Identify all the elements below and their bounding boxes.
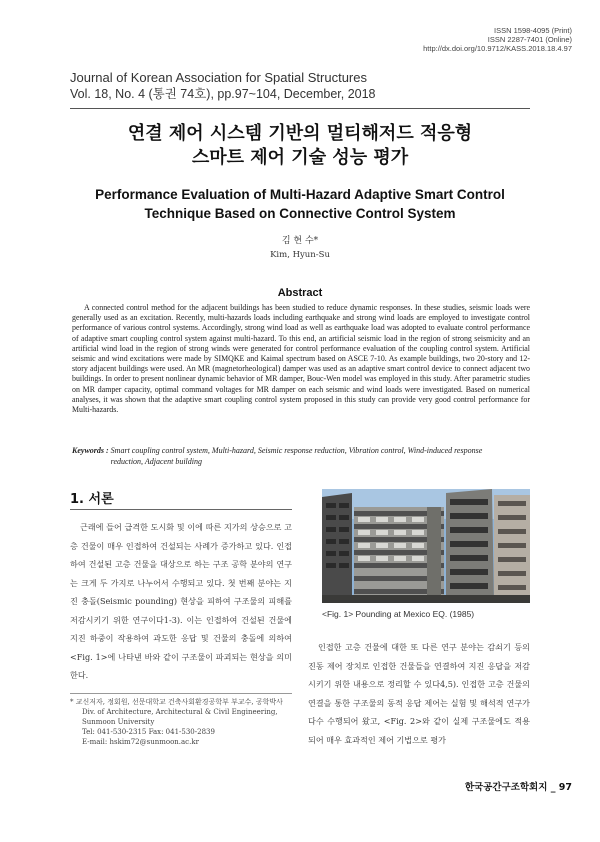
- footnote: [70, 697, 292, 747]
- abstract-text: A connected control method for the adjacent buildings has been studied to reduce dynamic responses. In these studies, seismic loads were generally used as an excitation. Recently, multi-hazards loads including earthquake and strong wind loads are employed to investigate control performance of various control systems. Accordingly, strong wind load as well as earthquake load was adopted to evaluate control performance of adaptive smart coupling control system against multi-hazard. To this end, an artificial seismic load in the region of strong seismicity and an artificial wind load in the region of strong winds were generated for control performance evaluation of the coupling control system. Artificial seismic and wind excitations were made by SIMQKE and Kaimal spectrum based on ASCE 7-10. As example buildings, two 20-story and 12-story adjacent buildings were used. An MR (magnetorheological) damper was used as an adaptive smart control device to connect adjacent two buildings. In order to present nonlinear dynamic behavior of MR damper, Bouc-Wen model was employed in this study. After parametric studies on MR damper capacity, optimal command voltages for MR damper on each seismic and wind loads were investigated. Based on numerical analyses, it was shown that the adaptive smart coupling control system proposed in this study can provide very good control performance for Multi-hazards.: [72, 303, 530, 415]
- korean-title-line1: 연결 제어 시스템 기반의 멀티해저드 적응형: [127, 123, 473, 144]
- keywords-text: Smart coupling control system, Multi-hazard, Seismic response reduction, Vibration control, Wind-induced response reduction, Adjacent building: [110, 446, 483, 466]
- keywords: [72, 445, 530, 467]
- figure-photo-collapsed-building: [322, 489, 530, 603]
- issn-print: ISSN 1598-4095 (Print): [494, 26, 572, 35]
- section-heading: 1. 서론: [70, 492, 114, 507]
- korean-title: [70, 122, 530, 170]
- footnote-line1: * 교신저자, 정회원, 선문대학교 건축사회환경공학부 부교수, 공학박사: [70, 698, 283, 706]
- footnote-line2: Div. of Architecture, Architectural & Civil Engineering, Sunmoon University: [82, 708, 278, 726]
- korean-title-line2: 스마트 제어 기술 성능 평가: [191, 147, 409, 168]
- english-title: [70, 185, 530, 223]
- section-divider: [70, 509, 292, 510]
- footnote-line3: Tel: 041-530-2315 Fax: 041-530-2839: [82, 728, 215, 736]
- figure-caption: <Fig. 1> Pounding at Mexico EQ. (1985): [322, 609, 475, 619]
- english-title-line1: Performance Evaluation of Multi-Hazard Adaptive Smart Control: [95, 187, 505, 202]
- journal-name: Journal of Korean Association for Spatial Structures: [70, 70, 367, 85]
- author-english: Kim, Hyun-Su: [270, 250, 330, 260]
- author-korean: 김 현 수*: [281, 236, 319, 246]
- abstract-heading: Abstract: [277, 287, 323, 299]
- page-footer: 한국공간구조학회지 _ 97: [464, 782, 572, 793]
- header-divider: [70, 108, 530, 109]
- keywords-label: Keywords :: [72, 446, 109, 455]
- body-paragraph-right: 인접한 고층 건물에 대한 또 다른 연구 분야는 감쇠기 등의 진동 제어 장치로 인접한 건물들을 연결하여 지진 응답을 저감시키기 위한 내용으로 정리할 수 있다4,5). 인접한 고층 건물의 연결을 통한 구조물의 동적 응답 제어는 실험 및 해석적 연구가 다수 수행되어 왔고, <Fig. 2>와 같이 실제 구조물에도 적용되어 매우 효과적인 제어 기법으로 평가: [308, 642, 530, 745]
- footnote-line4: E-mail: hskim72@sunmoon.ac.kr: [82, 738, 199, 746]
- footnote-divider: [70, 693, 292, 694]
- doi-link[interactable]: http://dx.doi.org/10.9712/KASS.2018.18.4.97: [423, 44, 572, 53]
- english-title-line2: Technique Based on Connective Control System: [144, 206, 456, 221]
- issn-online: ISSN 2287-7401 (Online): [487, 35, 572, 44]
- volume-info: Vol. 18, No. 4 (통권 74호), pp.97~104, December, 2018: [70, 87, 376, 101]
- body-paragraph-left: 근래에 들어 급격한 도시화 및 이에 따른 지가의 상승으로 고층 건물이 매우 인접하여 건설되는 사례가 증가하고 있다. 인접하여 건설된 고층 건물을 대상으로 하는 구조 공학 분야의 연구는 크게 두 가지로 나누어서 수행되고 있다. 첫 번째 분야는 지진 충돌(Seismic pounding) 현상을 피하여 구조물의 피해를 저감시키기 위한 연구이다1-3). 이는 인접하여 건설된 건물에 지진 하중이 작용하여 과도한 응답 및 건물의 충돌에 의하여 <Fig. 1>에 나타낸 바와 같이 구조물이 파괴되는 현상을 의미한다.: [70, 522, 292, 680]
- issn-block: [423, 26, 572, 53]
